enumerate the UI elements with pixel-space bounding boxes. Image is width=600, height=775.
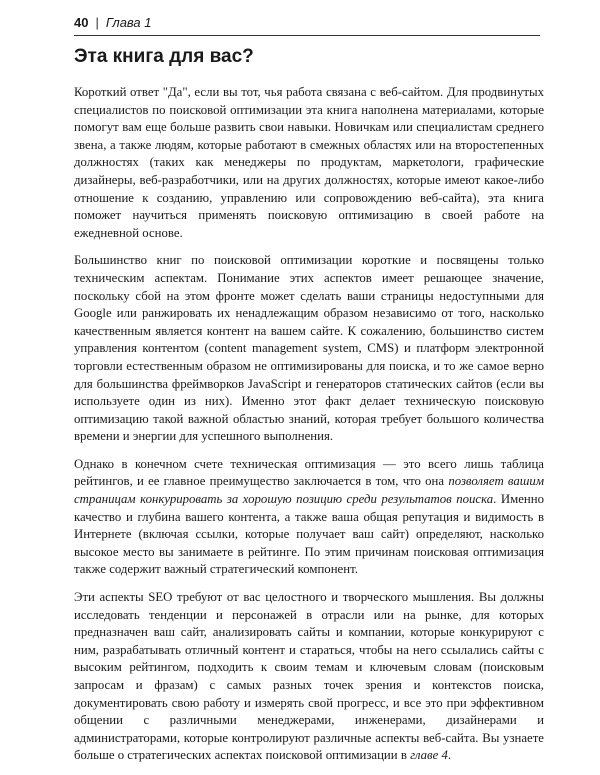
paragraph-2: Большинство книг по поисковой оптимизации короткие и посвящены только техническим аспектам. Понимание этих аспектов имеет решающее значение, поскольку сбой на этом фронте может сделать ваши страницы недоступными для Google или ранжировать их ненадлежащим образом независимо от того, насколько качественным является контент на вашем сайте. К сожалению, большинство систем управления контентом (content management system, CMS) и платформ электронной торговли естественным образом не оптимизированы для поиска, и то же самое верно для большинства фреймворков JavaScript и генераторов статических сайтов (если вы используете один из них). Именно этот факт делает техническую поисковую оптимизацию такой важной областью знаний, которая требует большого количества времени и энергии для успешного выполнения.	[74, 253, 544, 444]
paragraph-4-after: .	[447, 748, 452, 763]
paragraph-3-before: Однако в конечном счете техническая оптимизация — это всего лишь таблица рейтингов, и ее главное преимущество заключается в том, что она	[74, 456, 544, 489]
chapter-reference: главе 4	[410, 748, 448, 763]
paragraph-3-after: . Именно качество и глубина вашего контента, а также ваша общая репутация и видимость в Интернете (включая ссылки, которые получает ваш сайт) определяют, насколько высокое место вы занимаете в рейтинге. По этим причинам поисковая оптимизация также содержит важный стратегический компонент.	[74, 492, 544, 577]
paragraph-3-emphasis: позволяет вашим страницам конкурировать за хорошую позицию среди результатов поиска	[74, 474, 544, 507]
running-header	[74, 12, 540, 36]
chapter-label: Глава 1	[105, 14, 152, 30]
paragraph-1: Короткий ответ "Да", если вы тот, чья работа связана с веб-сайтом. Для продвинутых специалистов по поисковой оптимизации эта книга наполнена материалами, которые помогут вам еще больше развить свои навыки. Новичкам или специалистам среднего звена, а также людям, которые работают в смежных областях или на второстепенных должностях (таких как менеджеры по продуктам, маркетологи, графические дизайнеры, веб-разработчики, или на других должностях, которые имеют какое-либо отношение к созданию, управлению или сопровождению веб-сайта), эта книга поможет научиться применять поисковую оптимизацию в своей работе на ежедневной основе.	[74, 85, 544, 240]
paragraph-4	[74, 589, 544, 765]
page-number: 40	[74, 14, 89, 30]
header-separator: |	[95, 14, 99, 30]
body-text	[74, 84, 544, 775]
paragraph-4-before: Эти аспекты SEO требуют от вас целостного и творческого мышления. Вы должны исследовать тенденции и персонажей в отрасли или на рынке, для которых предназначен ваш сайт, анализировать сайты и компании, которые конкурируют с ним, разрабатывать отличный контент и стараться, чтобы на него ссылались сайты с высоким рейтингом, подходить к своим темам и ключевым словам (поисковым запросам и фразам) с самых разных точек зрения и контекстов поиска, документировать свою работу и измерять свой прогресс, и все это при эффективном общении с различными менеджерами, инженерами, дизайнерами и администраторами, которые контролируют различные аспекты веб-сайта. Вы узнаете больше о стратегических аспектах поисковой оптимизации в	[74, 590, 544, 763]
section-title: Эта книга для вас?	[74, 46, 254, 67]
paragraph-3	[74, 456, 544, 579]
